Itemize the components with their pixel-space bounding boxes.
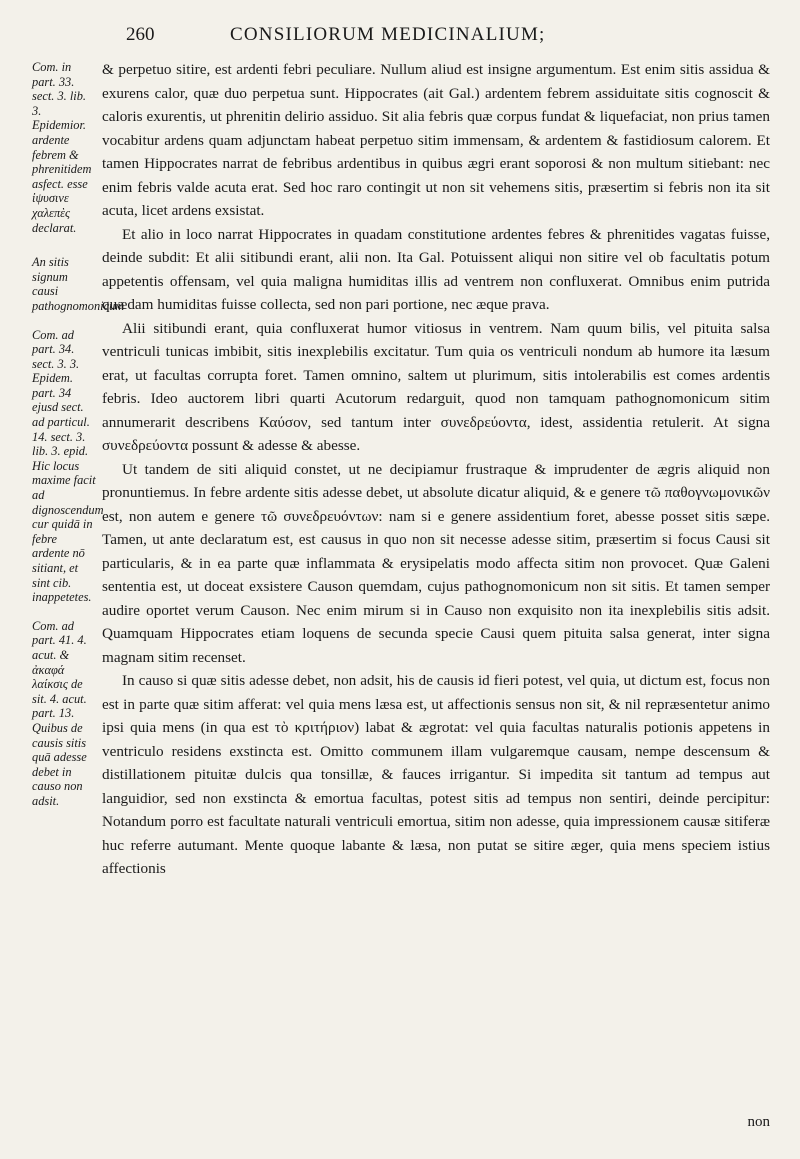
main-text-column	[102, 58, 770, 881]
catchword: non	[747, 1114, 770, 1130]
margin-note: An sitis signum causi pathognomonicum	[32, 255, 125, 313]
running-title: CONSILIORUM MEDICINALIUM;	[230, 24, 546, 45]
margin-note: Com. ad part. 34. sect. 3. 3. Epidem. part. 34 ejusd sect. ad particul. 14. sect. 3. lib. 3. epid. Hic locus maxime facit ad dignoscendum cur quidā in febre ardente nō sitiant, et sint cib. inappetetes.	[32, 327, 104, 605]
paragraph: Et alio in loco narrat Hippocrates in quadam constitutione ardentes febres & phrenitides vagatas fuisse, deinde subdit: Et alii sitibundi erant, alii non. Ita Gal. Potuissent aliqui non sitire vel ob facultatis potum appetentis offensam, vel quia maligna humiditas illis ad ventrem non confluxerat. Omnibus enim putrida quædam humiditas fuisse collecta, sed non pari portione, nec æque prava.	[102, 225, 770, 313]
margin-note: Com. in part. 33. sect. 3. lib. 3. Epidemior. ardente febrem & phrenitidem asfect. esse ἰψυσινε χαλεπὲς declarat.	[32, 60, 92, 235]
page-number: 260	[126, 24, 155, 45]
paragraph: In causo si quæ sitis adesse debet, non adsit, his de causis id fieri potest, vel quia, ut dictum est, focus non est in parte quæ sitim afferat: vel quia mens læsa est, ut affectionis sensus non sit, & nil repræsentetur animo ipsi quia mens (in qua est τὸ κριτήριον) labat & ægrotat: vel quia facultas naturalis potionis appetens in ventriculo residens exstincta est. Omitto communem illam vulgaremque causam, nempe descensum & distillationem pituitæ dulcis qua tonsillæ, & fauces irrigantur. Si impedita sit tantum ad tempus aut languidior, sed non exstincta & emortua facultas, potest sitis ad tempus non sentiri, deinde percipitur: Notandum porro est facultate naturali ventriculi emortua, sitim non adesse, quia impressionem causæ sitiferæ huc referre autumant. Mente quoque labante & læsa, non putat se sitire æger, quia mens speciem istius affectionis	[102, 672, 770, 877]
paragraph: Alii sitibundi erant, quia confluxerat humor vitiosus in ventrem. Nam quum bilis, vel pituita salsa ventriculi tunicas imbibit, sitis inexplebilis excitatur. Tum quia os ventriculi nondum ab humore ita læsum erat, ut facultas corrupta foret. Tamen omnino, saltem ut plurimum, sitis intolerabilis est comes ardentis febris. Ideo auctorem libri quarti Acutorum redarguit, quod non tamquam pathognomonicum sitim annumerarit describens Καύσον, sed tantum inter συνεδρεύοντα, idest, assidentia retulerit. At signa συνεδρεύοντα possunt & adesse & abesse.	[102, 319, 770, 454]
margin-notes-column	[32, 60, 125, 823]
paragraph: & perpetuo sitire, est ardenti febri peculiare. Nullum aliud est insigne argumentum. Est enim sitis assidua & exurens calor, quæ duo perpetua sunt. Hippocrates (ait Gal.) ardentem febrem assiduitate sitis cognoscit & caloris exurentis, ut phrenitin delirio assiduo. Sit alia febris quæ corpus fundat & liquefaciat, non prius tamen vocabitur ardens quam adjunctam habeat perpetuo sitim immensam, & ardentem & fastidiosum calorem. Et tamen Hippocrates narrat de febribus ardentibus in quibus ægri erant soporosi & non multum sitiebant: nec enim febris valde acuta erat. Sed hoc raro contingit ut non sit vehemens sitis, præsertim si febris non ita sit acuta, licet ardens exsistat.	[102, 61, 770, 219]
margin-note: Com. ad part. 41. 4. acut. & ἀκαφά λαίκσις de sit. 4. acut. part. 13. Quibus de causis sitis quā adesse debet in causo non adsit.	[32, 618, 87, 808]
running-head	[126, 24, 770, 50]
paragraph: Ut tandem de siti aliquid constet, ut ne decipiamur frustraque & imprudenter de ægris aliquid non pronuntiemus. In febre ardente sitis adesse debet, ut absolute dicatur aliquid, & e genere τῶ παθογνωμονικῶν est, non autem e genere τῶ συνεδρευόντων: nam si e genere assidentium foret, abesse posset sitis sæpe. Tamen, ut ante declaratum est, est causus in quo non sit necesse adesse sitim, præsertim si focus Causi sit particularis, & in ea parte quæ inflammata & erysipelatis modo affecta sitim non provocet. Quæ Galeni sententia est, ut doceat exsistere Causon quemdam, cujus pathognomonicum non sit sitis. Et tamen semper audire oportet verum Causon. Nec enim mirum si in Causo non exquisito non ita inexplebilis sitis adsit. Quamquam Hippocrates etiam loquens de secunda specie Causi quem pituita salsa generat, inter signa magnam sitim recenset.	[102, 460, 770, 666]
